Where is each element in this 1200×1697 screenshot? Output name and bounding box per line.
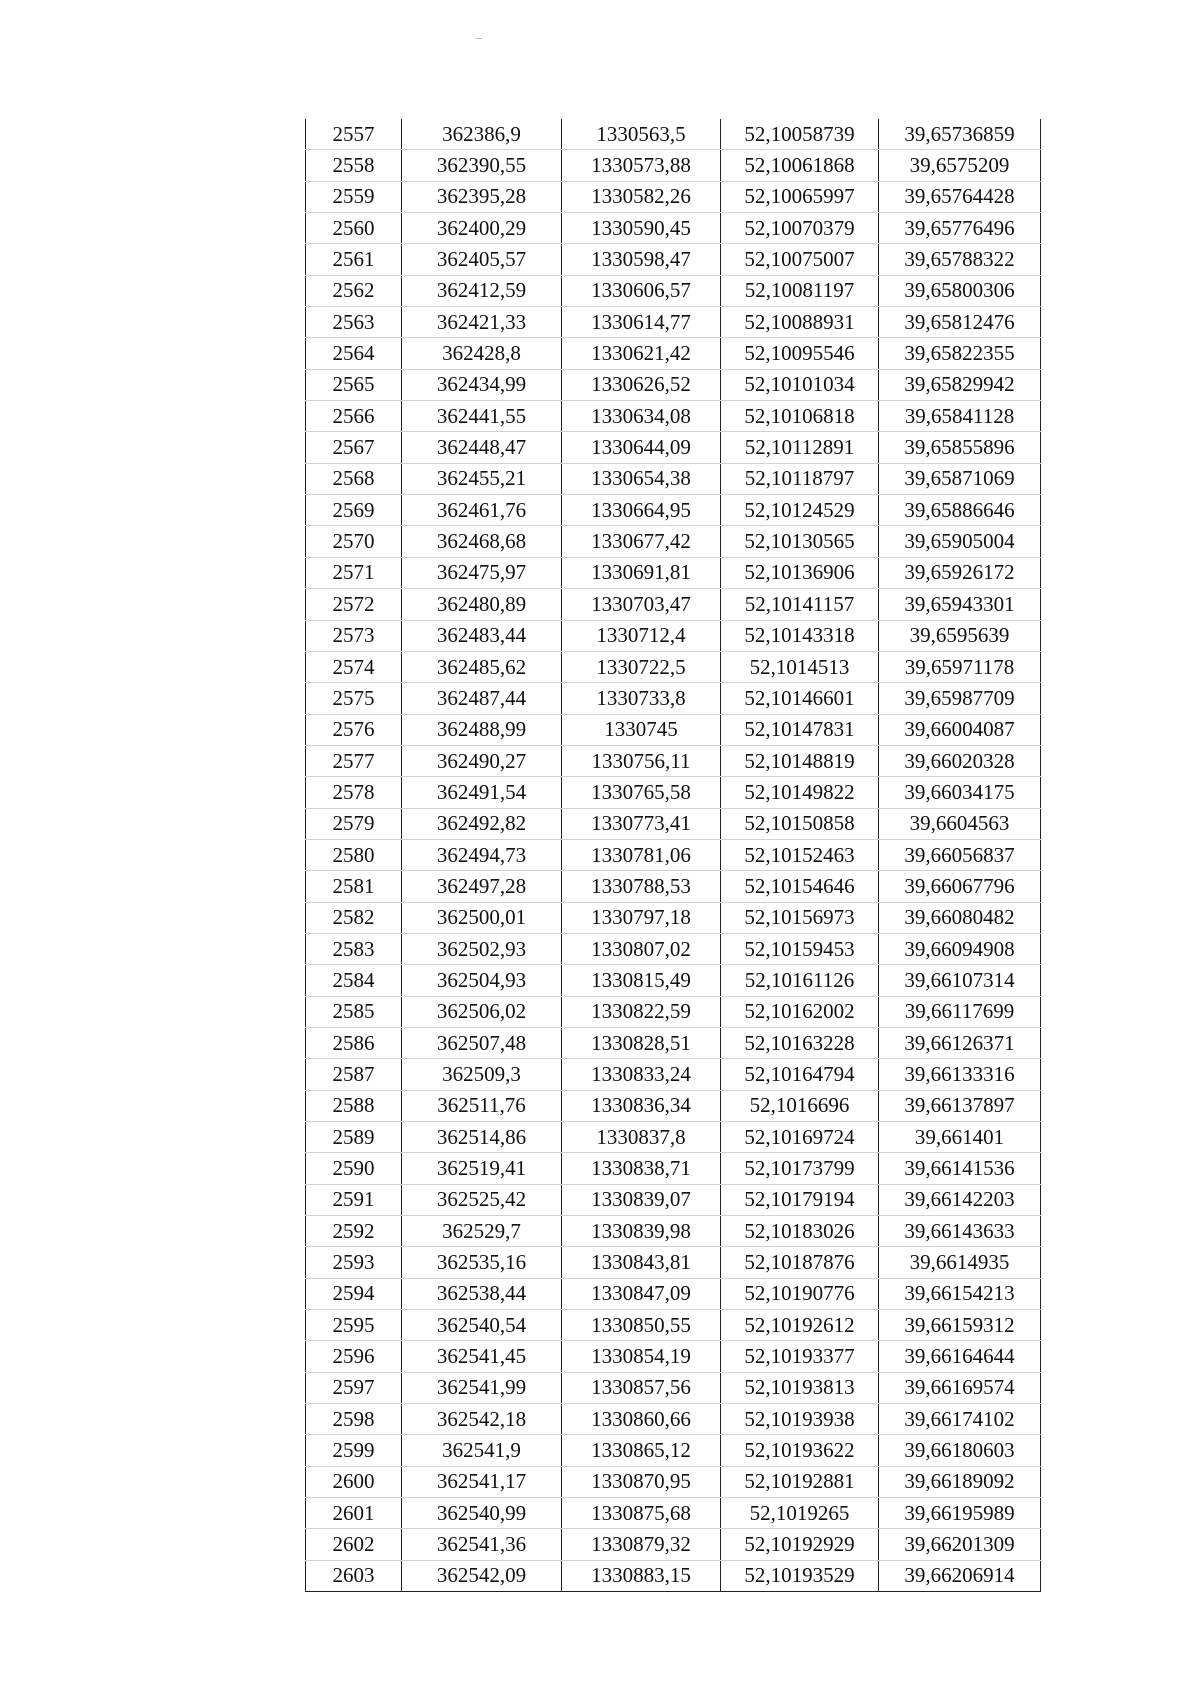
point-number-cell: 2572 xyxy=(306,589,402,620)
x-coordinate-cell: 362540,99 xyxy=(402,1498,562,1529)
table-row xyxy=(306,463,1041,494)
latitude-cell: 52,10193813 xyxy=(721,1372,879,1403)
x-coordinate-cell: 362386,9 xyxy=(402,119,562,150)
x-coordinate-cell: 362405,57 xyxy=(402,244,562,275)
latitude-cell: 52,10070379 xyxy=(721,213,879,244)
longitude-cell: 39,66056837 xyxy=(879,839,1041,870)
table-row xyxy=(306,620,1041,651)
point-number-cell: 2560 xyxy=(306,213,402,244)
latitude-cell: 52,10112891 xyxy=(721,432,879,463)
longitude-cell: 39,66164644 xyxy=(879,1341,1041,1372)
latitude-cell: 52,10154646 xyxy=(721,871,879,902)
longitude-cell: 39,65971178 xyxy=(879,651,1041,682)
latitude-cell: 52,10164794 xyxy=(721,1059,879,1090)
longitude-cell: 39,65926172 xyxy=(879,557,1041,588)
longitude-cell: 39,66141536 xyxy=(879,1153,1041,1184)
y-coordinate-cell: 1330590,45 xyxy=(562,213,721,244)
latitude-cell: 52,1014513 xyxy=(721,651,879,682)
y-coordinate-cell: 1330833,24 xyxy=(562,1059,721,1090)
x-coordinate-cell: 362540,54 xyxy=(402,1310,562,1341)
latitude-cell: 52,10146601 xyxy=(721,683,879,714)
point-number-cell: 2571 xyxy=(306,557,402,588)
latitude-cell: 52,10061868 xyxy=(721,150,879,181)
y-coordinate-cell: 1330773,41 xyxy=(562,808,721,839)
x-coordinate-cell: 362475,97 xyxy=(402,557,562,588)
x-coordinate-cell: 362480,89 xyxy=(402,589,562,620)
y-coordinate-cell: 1330822,59 xyxy=(562,996,721,1027)
latitude-cell: 52,10162002 xyxy=(721,996,879,1027)
y-coordinate-cell: 1330836,34 xyxy=(562,1090,721,1121)
table-row xyxy=(306,1216,1041,1247)
point-number-cell: 2602 xyxy=(306,1529,402,1560)
table-row xyxy=(306,495,1041,526)
y-coordinate-cell: 1330654,38 xyxy=(562,463,721,494)
point-number-cell: 2587 xyxy=(306,1059,402,1090)
x-coordinate-cell: 362483,44 xyxy=(402,620,562,651)
longitude-cell: 39,66034175 xyxy=(879,777,1041,808)
x-coordinate-cell: 362455,21 xyxy=(402,463,562,494)
y-coordinate-cell: 1330634,08 xyxy=(562,401,721,432)
latitude-cell: 52,10143318 xyxy=(721,620,879,651)
point-number-cell: 2578 xyxy=(306,777,402,808)
table-row xyxy=(306,777,1041,808)
point-number-cell: 2575 xyxy=(306,683,402,714)
x-coordinate-cell: 362535,16 xyxy=(402,1247,562,1278)
latitude-cell: 52,10193938 xyxy=(721,1404,879,1435)
point-number-cell: 2584 xyxy=(306,965,402,996)
table-row xyxy=(306,119,1041,150)
longitude-cell: 39,66174102 xyxy=(879,1404,1041,1435)
table-row xyxy=(306,745,1041,776)
x-coordinate-cell: 362448,47 xyxy=(402,432,562,463)
x-coordinate-cell: 362509,3 xyxy=(402,1059,562,1090)
x-coordinate-cell: 362488,99 xyxy=(402,714,562,745)
longitude-cell: 39,66020328 xyxy=(879,745,1041,776)
table-row xyxy=(306,1027,1041,1058)
table-row xyxy=(306,996,1041,1027)
table-row xyxy=(306,244,1041,275)
latitude-cell: 52,10159453 xyxy=(721,933,879,964)
point-number-cell: 2565 xyxy=(306,369,402,400)
longitude-cell: 39,66206914 xyxy=(879,1560,1041,1591)
y-coordinate-cell: 1330883,15 xyxy=(562,1560,721,1591)
table-row xyxy=(306,432,1041,463)
longitude-cell: 39,65943301 xyxy=(879,589,1041,620)
x-coordinate-cell: 362468,68 xyxy=(402,526,562,557)
table-row xyxy=(306,1372,1041,1403)
longitude-cell: 39,65776496 xyxy=(879,213,1041,244)
latitude-cell: 52,10190776 xyxy=(721,1278,879,1309)
latitude-cell: 52,10173799 xyxy=(721,1153,879,1184)
latitude-cell: 52,10192929 xyxy=(721,1529,879,1560)
point-number-cell: 2581 xyxy=(306,871,402,902)
point-number-cell: 2562 xyxy=(306,275,402,306)
y-coordinate-cell: 1330807,02 xyxy=(562,933,721,964)
longitude-cell: 39,66189092 xyxy=(879,1466,1041,1497)
table-row xyxy=(306,965,1041,996)
y-coordinate-cell: 1330573,88 xyxy=(562,150,721,181)
y-coordinate-cell: 1330765,58 xyxy=(562,777,721,808)
longitude-cell: 39,66117699 xyxy=(879,996,1041,1027)
point-number-cell: 2577 xyxy=(306,745,402,776)
table-row xyxy=(306,1184,1041,1215)
point-number-cell: 2559 xyxy=(306,181,402,212)
point-number-cell: 2580 xyxy=(306,839,402,870)
x-coordinate-cell: 362541,36 xyxy=(402,1529,562,1560)
table-row xyxy=(306,150,1041,181)
latitude-cell: 52,10136906 xyxy=(721,557,879,588)
longitude-cell: 39,65905004 xyxy=(879,526,1041,557)
longitude-cell: 39,65987709 xyxy=(879,683,1041,714)
table-row xyxy=(306,714,1041,745)
table-row xyxy=(306,275,1041,306)
x-coordinate-cell: 362504,93 xyxy=(402,965,562,996)
longitude-cell: 39,65871069 xyxy=(879,463,1041,494)
latitude-cell: 52,10150858 xyxy=(721,808,879,839)
latitude-cell: 52,10065997 xyxy=(721,181,879,212)
y-coordinate-cell: 1330563,5 xyxy=(562,119,721,150)
y-coordinate-cell: 1330756,11 xyxy=(562,745,721,776)
latitude-cell: 52,10058739 xyxy=(721,119,879,150)
x-coordinate-cell: 362421,33 xyxy=(402,307,562,338)
x-coordinate-cell: 362400,29 xyxy=(402,213,562,244)
point-number-cell: 2568 xyxy=(306,463,402,494)
latitude-cell: 52,10193622 xyxy=(721,1435,879,1466)
latitude-cell: 52,10193377 xyxy=(721,1341,879,1372)
coordinates-table-body xyxy=(306,119,1041,1592)
x-coordinate-cell: 362538,44 xyxy=(402,1278,562,1309)
point-number-cell: 2596 xyxy=(306,1341,402,1372)
point-number-cell: 2593 xyxy=(306,1247,402,1278)
table-row xyxy=(306,683,1041,714)
y-coordinate-cell: 1330677,42 xyxy=(562,526,721,557)
table-row xyxy=(306,1404,1041,1435)
table-row xyxy=(306,1153,1041,1184)
x-coordinate-cell: 362390,55 xyxy=(402,150,562,181)
latitude-cell: 52,10124529 xyxy=(721,495,879,526)
y-coordinate-cell: 1330839,98 xyxy=(562,1216,721,1247)
table-row xyxy=(306,401,1041,432)
y-coordinate-cell: 1330598,47 xyxy=(562,244,721,275)
x-coordinate-cell: 362500,01 xyxy=(402,902,562,933)
longitude-cell: 39,66159312 xyxy=(879,1310,1041,1341)
point-number-cell: 2599 xyxy=(306,1435,402,1466)
y-coordinate-cell: 1330606,57 xyxy=(562,275,721,306)
table-row xyxy=(306,1310,1041,1341)
y-coordinate-cell: 1330839,07 xyxy=(562,1184,721,1215)
point-number-cell: 2590 xyxy=(306,1153,402,1184)
x-coordinate-cell: 362412,59 xyxy=(402,275,562,306)
scan-artifact xyxy=(476,38,482,39)
x-coordinate-cell: 362395,28 xyxy=(402,181,562,212)
point-number-cell: 2557 xyxy=(306,119,402,150)
longitude-cell: 39,65788322 xyxy=(879,244,1041,275)
y-coordinate-cell: 1330843,81 xyxy=(562,1247,721,1278)
longitude-cell: 39,66142203 xyxy=(879,1184,1041,1215)
point-number-cell: 2595 xyxy=(306,1310,402,1341)
x-coordinate-cell: 362497,28 xyxy=(402,871,562,902)
table-row xyxy=(306,557,1041,588)
latitude-cell: 52,10179194 xyxy=(721,1184,879,1215)
table-row xyxy=(306,369,1041,400)
longitude-cell: 39,66004087 xyxy=(879,714,1041,745)
table-row xyxy=(306,933,1041,964)
table-row xyxy=(306,1247,1041,1278)
x-coordinate-cell: 362434,99 xyxy=(402,369,562,400)
point-number-cell: 2558 xyxy=(306,150,402,181)
point-number-cell: 2598 xyxy=(306,1404,402,1435)
coordinates-table xyxy=(305,119,1041,1592)
longitude-cell: 39,65841128 xyxy=(879,401,1041,432)
longitude-cell: 39,65829942 xyxy=(879,369,1041,400)
y-coordinate-cell: 1330797,18 xyxy=(562,902,721,933)
point-number-cell: 2563 xyxy=(306,307,402,338)
x-coordinate-cell: 362525,42 xyxy=(402,1184,562,1215)
latitude-cell: 52,10101034 xyxy=(721,369,879,400)
latitude-cell: 52,10147831 xyxy=(721,714,879,745)
y-coordinate-cell: 1330865,12 xyxy=(562,1435,721,1466)
longitude-cell: 39,66094908 xyxy=(879,933,1041,964)
point-number-cell: 2597 xyxy=(306,1372,402,1403)
y-coordinate-cell: 1330722,5 xyxy=(562,651,721,682)
longitude-cell: 39,6614935 xyxy=(879,1247,1041,1278)
latitude-cell: 52,10192881 xyxy=(721,1466,879,1497)
latitude-cell: 52,10075007 xyxy=(721,244,879,275)
latitude-cell: 52,10130565 xyxy=(721,526,879,557)
y-coordinate-cell: 1330815,49 xyxy=(562,965,721,996)
table-row xyxy=(306,307,1041,338)
longitude-cell: 39,6604563 xyxy=(879,808,1041,839)
longitude-cell: 39,66143633 xyxy=(879,1216,1041,1247)
table-row xyxy=(306,1435,1041,1466)
y-coordinate-cell: 1330712,4 xyxy=(562,620,721,651)
longitude-cell: 39,66133316 xyxy=(879,1059,1041,1090)
point-number-cell: 2570 xyxy=(306,526,402,557)
longitude-cell: 39,65736859 xyxy=(879,119,1041,150)
longitude-cell: 39,66080482 xyxy=(879,902,1041,933)
point-number-cell: 2573 xyxy=(306,620,402,651)
table-row xyxy=(306,651,1041,682)
table-row xyxy=(306,1529,1041,1560)
longitude-cell: 39,66169574 xyxy=(879,1372,1041,1403)
x-coordinate-cell: 362507,48 xyxy=(402,1027,562,1058)
x-coordinate-cell: 362492,82 xyxy=(402,808,562,839)
y-coordinate-cell: 1330745 xyxy=(562,714,721,745)
longitude-cell: 39,65855896 xyxy=(879,432,1041,463)
longitude-cell: 39,66126371 xyxy=(879,1027,1041,1058)
y-coordinate-cell: 1330582,26 xyxy=(562,181,721,212)
longitude-cell: 39,65886646 xyxy=(879,495,1041,526)
point-number-cell: 2588 xyxy=(306,1090,402,1121)
point-number-cell: 2585 xyxy=(306,996,402,1027)
table-row xyxy=(306,1059,1041,1090)
x-coordinate-cell: 362490,27 xyxy=(402,745,562,776)
latitude-cell: 52,10161126 xyxy=(721,965,879,996)
table-row xyxy=(306,1341,1041,1372)
latitude-cell: 52,10193529 xyxy=(721,1560,879,1591)
point-number-cell: 2589 xyxy=(306,1122,402,1153)
x-coordinate-cell: 362514,86 xyxy=(402,1122,562,1153)
x-coordinate-cell: 362428,8 xyxy=(402,338,562,369)
x-coordinate-cell: 362519,41 xyxy=(402,1153,562,1184)
point-number-cell: 2564 xyxy=(306,338,402,369)
x-coordinate-cell: 362485,62 xyxy=(402,651,562,682)
latitude-cell: 52,10106818 xyxy=(721,401,879,432)
latitude-cell: 52,10156973 xyxy=(721,902,879,933)
longitude-cell: 39,65812476 xyxy=(879,307,1041,338)
x-coordinate-cell: 362502,93 xyxy=(402,933,562,964)
y-coordinate-cell: 1330870,95 xyxy=(562,1466,721,1497)
point-number-cell: 2583 xyxy=(306,933,402,964)
longitude-cell: 39,6575209 xyxy=(879,150,1041,181)
latitude-cell: 52,10163228 xyxy=(721,1027,879,1058)
y-coordinate-cell: 1330847,09 xyxy=(562,1278,721,1309)
point-number-cell: 2566 xyxy=(306,401,402,432)
longitude-cell: 39,661401 xyxy=(879,1122,1041,1153)
latitude-cell: 52,10081197 xyxy=(721,275,879,306)
x-coordinate-cell: 362541,17 xyxy=(402,1466,562,1497)
latitude-cell: 52,10095546 xyxy=(721,338,879,369)
latitude-cell: 52,10169724 xyxy=(721,1122,879,1153)
x-coordinate-cell: 362491,54 xyxy=(402,777,562,808)
latitude-cell: 52,10149822 xyxy=(721,777,879,808)
longitude-cell: 39,66107314 xyxy=(879,965,1041,996)
latitude-cell: 52,10192612 xyxy=(721,1310,879,1341)
point-number-cell: 2579 xyxy=(306,808,402,839)
x-coordinate-cell: 362542,18 xyxy=(402,1404,562,1435)
y-coordinate-cell: 1330854,19 xyxy=(562,1341,721,1372)
x-coordinate-cell: 362511,76 xyxy=(402,1090,562,1121)
latitude-cell: 52,10148819 xyxy=(721,745,879,776)
latitude-cell: 52,10141157 xyxy=(721,589,879,620)
x-coordinate-cell: 362542,09 xyxy=(402,1560,562,1591)
point-number-cell: 2592 xyxy=(306,1216,402,1247)
y-coordinate-cell: 1330879,32 xyxy=(562,1529,721,1560)
x-coordinate-cell: 362494,73 xyxy=(402,839,562,870)
latitude-cell: 52,10088931 xyxy=(721,307,879,338)
table-row xyxy=(306,213,1041,244)
y-coordinate-cell: 1330626,52 xyxy=(562,369,721,400)
point-number-cell: 2591 xyxy=(306,1184,402,1215)
longitude-cell: 39,6595639 xyxy=(879,620,1041,651)
latitude-cell: 52,1016696 xyxy=(721,1090,879,1121)
y-coordinate-cell: 1330788,53 xyxy=(562,871,721,902)
point-number-cell: 2567 xyxy=(306,432,402,463)
y-coordinate-cell: 1330850,55 xyxy=(562,1310,721,1341)
longitude-cell: 39,65764428 xyxy=(879,181,1041,212)
y-coordinate-cell: 1330733,8 xyxy=(562,683,721,714)
point-number-cell: 2561 xyxy=(306,244,402,275)
table-row xyxy=(306,1090,1041,1121)
point-number-cell: 2569 xyxy=(306,495,402,526)
table-row xyxy=(306,902,1041,933)
table-row xyxy=(306,808,1041,839)
y-coordinate-cell: 1330621,42 xyxy=(562,338,721,369)
longitude-cell: 39,66154213 xyxy=(879,1278,1041,1309)
point-number-cell: 2586 xyxy=(306,1027,402,1058)
longitude-cell: 39,65800306 xyxy=(879,275,1041,306)
y-coordinate-cell: 1330691,81 xyxy=(562,557,721,588)
table-row xyxy=(306,871,1041,902)
latitude-cell: 52,1019265 xyxy=(721,1498,879,1529)
longitude-cell: 39,66067796 xyxy=(879,871,1041,902)
table-row xyxy=(306,1498,1041,1529)
longitude-cell: 39,66201309 xyxy=(879,1529,1041,1560)
x-coordinate-cell: 362506,02 xyxy=(402,996,562,1027)
y-coordinate-cell: 1330838,71 xyxy=(562,1153,721,1184)
point-number-cell: 2603 xyxy=(306,1560,402,1591)
table-row xyxy=(306,526,1041,557)
longitude-cell: 39,66180603 xyxy=(879,1435,1041,1466)
point-number-cell: 2576 xyxy=(306,714,402,745)
y-coordinate-cell: 1330860,66 xyxy=(562,1404,721,1435)
x-coordinate-cell: 362461,76 xyxy=(402,495,562,526)
table-row xyxy=(306,589,1041,620)
x-coordinate-cell: 362441,55 xyxy=(402,401,562,432)
y-coordinate-cell: 1330703,47 xyxy=(562,589,721,620)
y-coordinate-cell: 1330664,95 xyxy=(562,495,721,526)
point-number-cell: 2594 xyxy=(306,1278,402,1309)
table-row xyxy=(306,1466,1041,1497)
latitude-cell: 52,10118797 xyxy=(721,463,879,494)
x-coordinate-cell: 362541,9 xyxy=(402,1435,562,1466)
point-number-cell: 2574 xyxy=(306,651,402,682)
y-coordinate-cell: 1330828,51 xyxy=(562,1027,721,1058)
latitude-cell: 52,10187876 xyxy=(721,1247,879,1278)
longitude-cell: 39,66195989 xyxy=(879,1498,1041,1529)
y-coordinate-cell: 1330781,06 xyxy=(562,839,721,870)
y-coordinate-cell: 1330875,68 xyxy=(562,1498,721,1529)
table-row xyxy=(306,338,1041,369)
x-coordinate-cell: 362541,99 xyxy=(402,1372,562,1403)
y-coordinate-cell: 1330644,09 xyxy=(562,432,721,463)
point-number-cell: 2601 xyxy=(306,1498,402,1529)
latitude-cell: 52,10152463 xyxy=(721,839,879,870)
table-row xyxy=(306,1560,1041,1591)
table-row xyxy=(306,1122,1041,1153)
x-coordinate-cell: 362541,45 xyxy=(402,1341,562,1372)
point-number-cell: 2600 xyxy=(306,1466,402,1497)
longitude-cell: 39,65822355 xyxy=(879,338,1041,369)
x-coordinate-cell: 362529,7 xyxy=(402,1216,562,1247)
table-row xyxy=(306,839,1041,870)
y-coordinate-cell: 1330837,8 xyxy=(562,1122,721,1153)
latitude-cell: 52,10183026 xyxy=(721,1216,879,1247)
table-row xyxy=(306,1278,1041,1309)
y-coordinate-cell: 1330614,77 xyxy=(562,307,721,338)
longitude-cell: 39,66137897 xyxy=(879,1090,1041,1121)
y-coordinate-cell: 1330857,56 xyxy=(562,1372,721,1403)
x-coordinate-cell: 362487,44 xyxy=(402,683,562,714)
table-row xyxy=(306,181,1041,212)
point-number-cell: 2582 xyxy=(306,902,402,933)
